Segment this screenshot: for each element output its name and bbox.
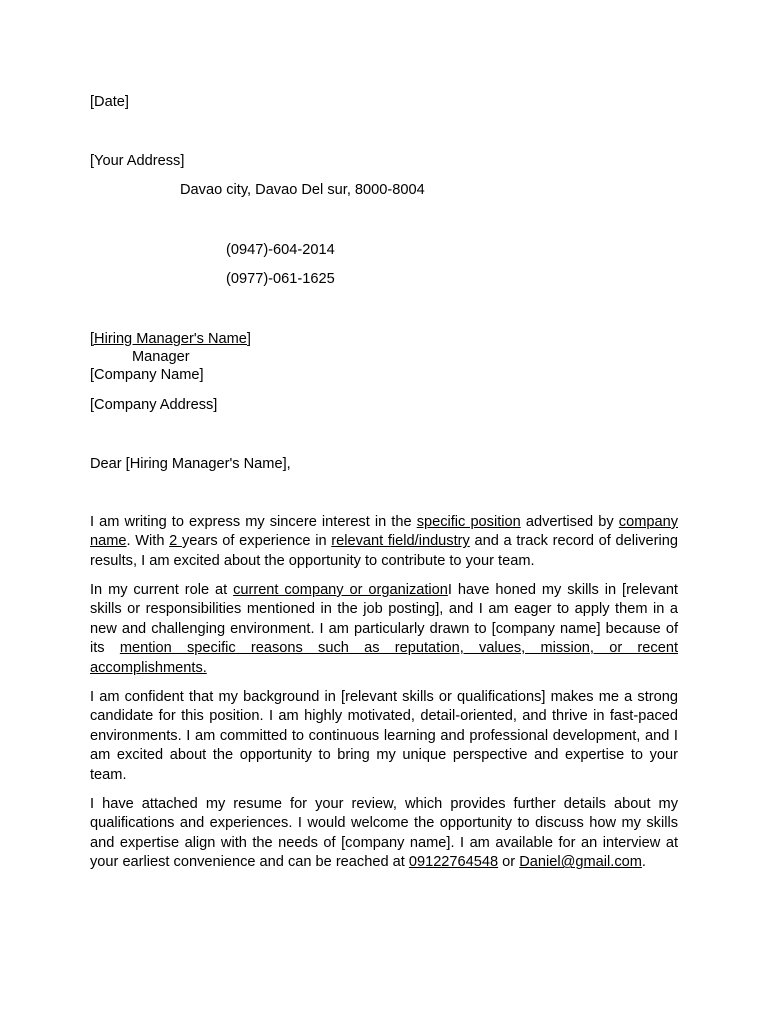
hiring-manager-name: [Hiring Manager's Name] xyxy=(90,331,251,347)
phone-2: (0977)-061-1625 xyxy=(226,271,335,287)
phone-1: (0947)-604-2014 xyxy=(226,242,335,258)
p1-text-4: years of experience in xyxy=(181,533,332,550)
your-address: [Your Address] xyxy=(90,153,185,169)
contact-email: Daniel@gmail.com xyxy=(519,854,642,871)
recipient-title: Manager xyxy=(132,349,190,365)
p1-company-name: company name xyxy=(90,514,678,550)
date: [Date] xyxy=(90,94,129,110)
paragraph-1 xyxy=(90,513,678,571)
salutation: Dear [Hiring Manager's Name], xyxy=(90,456,291,472)
p1-relevant-field: relevant field/industry xyxy=(331,533,470,550)
p4-text-3: . xyxy=(641,854,646,871)
company-name: [Company Name] xyxy=(90,367,204,383)
p2-text-1: In my current role at xyxy=(90,582,234,598)
p4-text-1: I have attached my resume for your review, which provides further details about my qualifications and experiences. I would welcome the opportunity to discuss how my skills and expertise align with the needs of [company name]. I am available for an interview at your earliest convenience and can be reached at xyxy=(90,796,678,871)
p1-text-2: advertised by xyxy=(520,514,619,530)
p1-specific-position: specific position xyxy=(416,514,521,530)
contact-phone: 09122764548 xyxy=(408,854,499,871)
paragraph-4 xyxy=(90,795,678,873)
p2-text-2: I have honed my skills in [relevant skills or responsibilities mentioned in the job posting], and I am eager to apply them in a new and challenging environment. I am particularly drawn to [company name] because of its xyxy=(90,582,678,657)
city-line: Davao city, Davao Del sur, 8000-8004 xyxy=(180,182,425,198)
p4-text-2: or xyxy=(498,854,520,871)
p1-text-1: I am writing to express my sincere interest in the xyxy=(90,514,417,530)
p1-years: 2 xyxy=(169,533,182,550)
p2-specific-reasons: mention specific reasons such as reputation, values, mission, or recent accomplishments. xyxy=(90,640,678,676)
p2-current-company: current company or organization xyxy=(233,582,448,598)
paragraph-3: I am confident that my background in [relevant skills or qualifications] makes me a strong candidate for this position. I am highly motivated, detail-oriented, and thrive in fast-paced environments. I am committed to continuous learning and professional development, and I am excited about the opportunity to bring my unique perspective and expertise to your team. xyxy=(90,689,678,783)
paragraph-2 xyxy=(90,581,678,678)
p1-text-5: and a track record of delivering results, I am excited about the opportunity to contribute to your team. xyxy=(90,533,678,569)
company-address: [Company Address] xyxy=(90,397,218,413)
p1-text-3: . With xyxy=(126,533,170,550)
